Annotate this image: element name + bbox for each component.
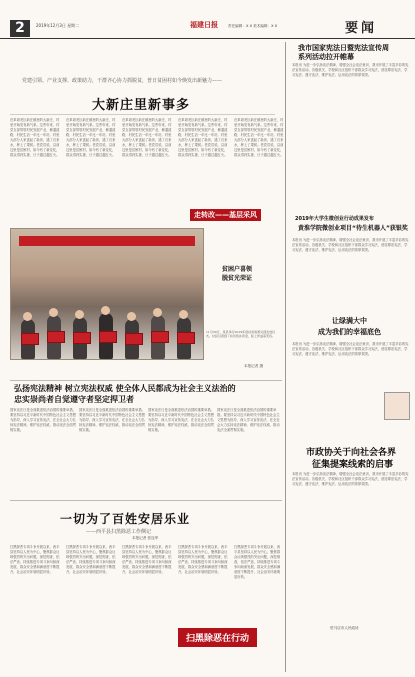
feature-tag: 走转改——基层采风 — [190, 209, 261, 221]
bottom-subhead: ——西平县扫黑除恶工作侧记 — [86, 529, 152, 535]
mid-headline-2: 忠实崇尚者自觉遵守者坚定捍卫者 — [14, 395, 134, 404]
story2-title: 2019年大学生微创业行动成果发布 — [295, 216, 374, 222]
story1-title-2: 系列活动拉开帷幕 — [298, 53, 354, 61]
mid-body-col1: 国家宪法日是全面推进依法治国的重要举措。要坚持以习近平新时代中国特色社会主义思想为指导，深入学习宣传宪法，在全社会大力弘扬宪法精神，维护宪法权威，推动宪法全面贯彻实施。 — [10, 408, 76, 432]
side-graphic — [384, 392, 410, 420]
story2-sub: 黄淮学院微创业项目“待生机器人”获银奖 — [298, 225, 408, 232]
masthead: 福建日报 — [190, 20, 218, 29]
story1-title-1: 我市国家宪法日暨宪法宣传周 — [298, 44, 389, 52]
bottom-body-col2: 扫黑除恶专项斗争开展以来，西平县坚持以人民为中心，聚焦群众反映强烈的突出问题，深挖彻查，依法严惩，持续推进专项斗争向纵深发展，群众安全感和满意度不断提升，社会治安环境明显好转。 — [66, 545, 116, 574]
page-number: 2 — [10, 20, 30, 37]
editor-line: 责任编辑：X X 美术编辑：X X — [228, 24, 278, 28]
story3-body: 本报讯 为进一步弘扬宪法精神，增强全社会宪法意识，我市开展了丰富多彩的宪法宣传活动。各级机关、学校和社区组织干部群众学习宪法，营造尊崇宪法、学习宪法、遵守宪法、维护宪法、运用宪法的浓厚氛围。 — [292, 342, 409, 356]
mid-body-col4: 国家宪法日是全面推进依法治国的重要举措。要坚持以习近平新时代中国特色社会主义思想为指导，深入学习宣传宪法，在全社会大力弘扬宪法精神，维护宪法权威，推动宪法全面贯彻实施。 — [217, 408, 280, 432]
mid-headline-1: 弘扬宪法精神 树立宪法权威 使全体人民都成为社会主义法治的 — [14, 384, 236, 393]
story3-sub: 成为我们的幸福底色 — [318, 328, 381, 336]
mid-body-col3: 国家宪法日是全面推进依法治国的重要举措。要坚持以习近平新时代中国特色社会主义思想为指导，深入学习宣传宪法，在全社会大力弘扬宪法精神，维护宪法权威，推动宪法全面贯彻实施。 — [148, 408, 214, 432]
bottom-rule — [10, 500, 282, 501]
lead-headline: 大新庄里新事多 — [92, 98, 191, 113]
lead-kicker: 党建引领、产业支撑、政策助力，干群齐心协力抓脱贫，普日贫困村如今焕发出新魅力—— — [22, 78, 223, 84]
bottom-body-col5: 扫黑除恶专项斗争开展以来，西平县坚持以人民为中心，聚焦群众反映强烈的突出问题，深挖彻查，依法严惩，持续推进专项斗争向纵深发展，群众安全感和满意度不断提升，社会治安环境明显好转。 — [234, 545, 281, 579]
photo-people — [11, 304, 203, 359]
page-header — [0, 0, 415, 40]
bottom-body-col1: 扫黑除恶专项斗争开展以来，西平县坚持以人民为中心，聚焦群众反映强烈的突出问题，深挖彻查，依法严惩，持续推进专项斗争向纵深发展，群众安全感和满意度不断提升，社会治安环境明显好转。 — [10, 545, 60, 574]
story4-signoff: 驻马店市人民政协 — [330, 626, 359, 630]
story4-body: 本报讯 为进一步弘扬宪法精神，增强全社会宪法意识，我市开展了丰富多彩的宪法宣传活动。各级机关、学校和社区组织干部群众学习宪法，营造尊崇宪法、学习宪法、遵守宪法、维护宪法、运用宪法的浓厚氛围。 — [292, 472, 409, 486]
bottom-body-col3: 扫黑除恶专项斗争开展以来，西平县坚持以人民为中心，聚焦群众反映强烈的突出问题，深挖彻查，依法严惩，持续推进专项斗争向纵深发展，群众安全感和满意度不断提升，社会治安环境明显好转。 — [122, 545, 172, 574]
story1-body: 本报讯 为进一步弘扬宪法精神，增强全社会宪法意识，我市开展了丰富多彩的宪法宣传活动。各级机关、学校和社区组织干部群众学习宪法，营造尊崇宪法、学习宪法、遵守宪法、维护宪法、运用宪法的浓厚氛围。 — [292, 63, 409, 77]
lead-body-col5: 在革命老区新庄镇里的大新庄，村里开始见有新气象。这些年来，村党支部带领村民发展产业，修通道路，村民生活一年比一年好。村里大部分人家盖起了新房，通了自来水，种上了果树。老党员说，以前这里是贫困村，如今有了新变化，群众得到实惠，日子越过越红火。 — [234, 118, 284, 157]
story4-title-2: 征集提案线索的启事 — [312, 460, 394, 470]
mid-body-col2: 国家宪法日是全面推进依法治国的重要举措。要坚持以习近平新时代中国特色社会主义思想为指导，深入学习宣传宪法，在全社会大力弘扬宪法精神，维护宪法权威，推动宪法全面贯彻实施。 — [79, 408, 145, 432]
lead-body-col1: 在革命老区新庄镇里的大新庄，村里开始见有新气象。这些年来，村党支部带领村民发展产业，修通道路，村民生活一年比一年好。村里大部分人家盖起了新房，通了自来水，种上了果树。老党员说，以前这里是贫困村，如今有了新变化，群众得到实惠，日子越过越红火。 — [10, 118, 60, 157]
photo-caption: 11月30日，某县举行2019年度扶贫政策兑现发放仪式。村民们领到了扶贫奖补资金，脸上洋溢着笑容。 — [206, 330, 276, 339]
bottom-byline: 本报记者 张连军 — [132, 536, 159, 540]
lead-body-col2: 在革命老区新庄镇里的大新庄，村里开始见有新气象。这些年来，村党支部带领村民发展产业，修通道路，村民生活一年比一年好。村里大部分人家盖起了新房，通了自来水，种上了果树。老党员说，以前这里是贫困村，如今有了新变化，群众得到实惠，日子越过越红火。 — [66, 118, 116, 157]
story3-title: 让绿满大中 — [332, 317, 367, 325]
photo-banner — [19, 236, 195, 246]
bottom-band: 扫黑除恶在行动 — [178, 628, 257, 647]
mid-rule — [10, 380, 282, 381]
lead-rule — [10, 114, 275, 115]
header-rule — [0, 38, 415, 39]
column-divider — [285, 42, 286, 672]
photo-credit: 本报记者 摄 — [244, 364, 264, 368]
side-title-2: 脱贫光荣证 — [222, 275, 253, 282]
bottom-body-col4: 扫黑除恶专项斗争开展以来，西平县坚持以人民为中心，聚焦群众反映强烈的突出问题，深挖彻查，依法严惩，持续推进专项斗争向纵深发展，群众安全感和满意度不断提升，社会治安环境明显好转。 — [178, 545, 228, 574]
story2-body: 本报讯 为进一步弘扬宪法精神，增强全社会宪法意识，我市开展了丰富多彩的宪法宣传活动。各级机关、学校和社区组织干部群众学习宪法，营造尊崇宪法、学习宪法、遵守宪法、维护宪法、运用宪法的浓厚氛围。 — [292, 238, 409, 252]
section-title: 要闻 — [345, 21, 378, 36]
date-line: 2019年12月3日 星期二 — [36, 23, 80, 28]
lead-body-col4: 在革命老区新庄镇里的大新庄，村里开始见有新气象。这些年来，村党支部带领村民发展产业，修通道路，村民生活一年比一年好。村里大部分人家盖起了新房，通了自来水，种上了果树。老党员说，以前这里是贫困村，如今有了新变化，群众得到实惠，日子越过越红火。 — [178, 118, 228, 157]
side-title-1: 贫困户喜领 — [222, 266, 253, 273]
bottom-headline: 一切为了百姓安居乐业 — [60, 512, 191, 526]
news-photo — [10, 228, 204, 360]
story4-title-1: 市政协关于向社会各界 — [306, 448, 397, 458]
lead-body-col3: 在革命老区新庄镇里的大新庄，村里开始见有新气象。这些年来，村党支部带领村民发展产业，修通道路，村民生活一年比一年好。村里大部分人家盖起了新房，通了自来水，种上了果树。老党员说，以前这里是贫困村，如今有了新变化，群众得到实惠，日子越过越红火。 — [122, 118, 172, 157]
